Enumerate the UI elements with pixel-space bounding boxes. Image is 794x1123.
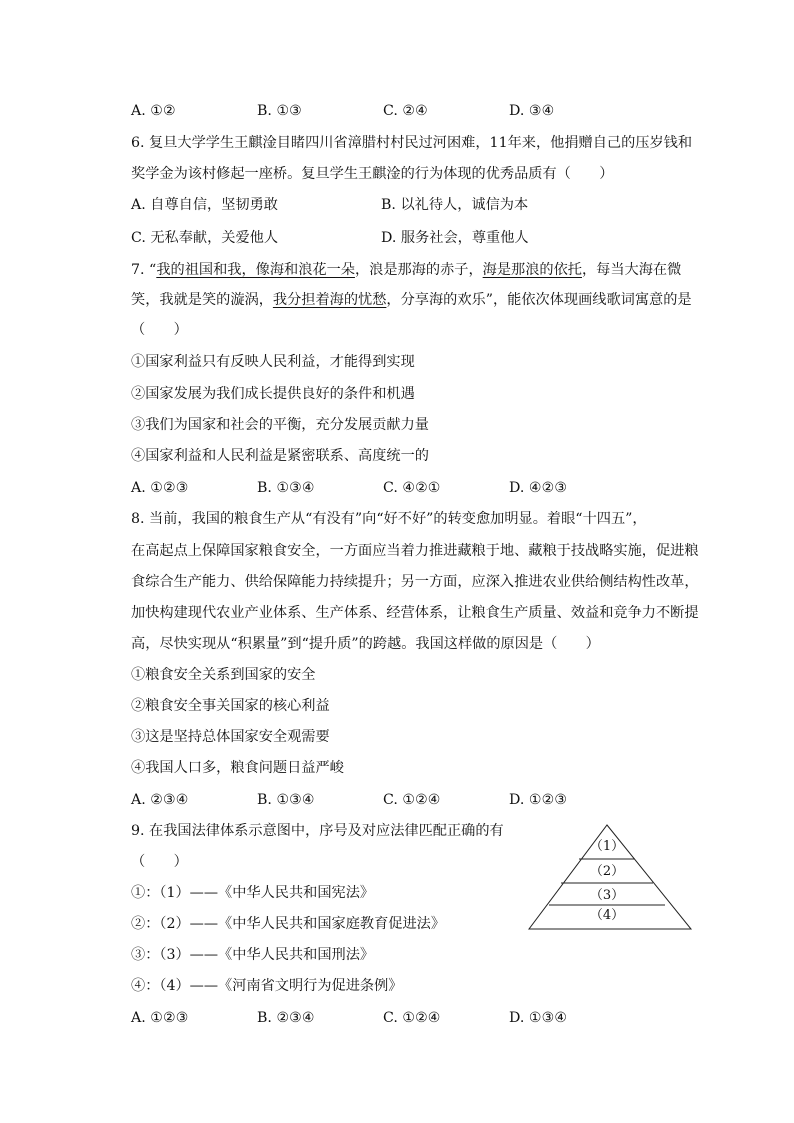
q7-underlined-lyric-1: 我的祖国和我，像海和浪花一朵 [156, 262, 355, 278]
q7-options [131, 478, 691, 498]
q7-stem-line-3: （ ） [131, 322, 188, 338]
q7-text: 笑，我就是笑的漩涡， [131, 292, 273, 308]
q7-option-b[interactable]: B. ①③④ [257, 480, 315, 496]
q8-option-a[interactable]: A. ②③④ [131, 792, 189, 808]
q9-option-b[interactable]: B. ②③④ [257, 1010, 315, 1026]
q9-option-a[interactable]: A. ①②③ [131, 1010, 189, 1026]
q6-options-row-2 [131, 228, 691, 248]
q7-underlined-lyric-2: 海是那浪的依托 [482, 262, 582, 278]
pyramid-label-3: （3） [589, 888, 625, 903]
q8-item-2: ②粮食安全事关国家的核心利益 [131, 698, 330, 714]
q9-item-1: ①：（1）——《中华人民共和国宪法》 [131, 885, 375, 901]
q8-option-b[interactable]: B. ①③④ [257, 792, 315, 808]
q8-item-4: ④我国人口多，粮食问题日益严峻 [131, 760, 344, 776]
q9-stem-line-1: 9. 在我国法律体系示意图中，序号及对应法律匹配正确的有 [131, 823, 504, 839]
q5-option-c[interactable]: C. ②④ [383, 103, 428, 119]
q6-stem-line-1: 6. 复旦大学学生王麒淦目睹四川省漳腊村村民过河困难，11年来，他捐赠自己的压岁钱和 [131, 135, 693, 151]
q5-option-a[interactable]: A. ①② [131, 103, 176, 119]
q8-stem-line-5: 高，尽快实现从“积累量”到“提升质”的跨越。我国这样做的原因是（ ） [131, 636, 600, 652]
q8-stem-line-1: 8. 当前，我国的粮食生产从“有没有”向“好不好”的转变愈加明显。着眼“十四五”， [131, 511, 647, 527]
pyramid-label-2: （2） [589, 864, 625, 879]
q7-item-1: ①国家利益只有反映人民利益，才能得到实现 [131, 354, 415, 370]
pyramid-label-1: （1） [589, 839, 625, 854]
q7-text: ，浪是那海的赤子， [354, 262, 483, 278]
q7-item-4: ④国家利益和人民利益是紧密联系、高度统一的 [131, 448, 429, 464]
q6-option-a[interactable]: A. 自尊自信，坚韧勇敢 [131, 197, 278, 213]
q7-stem-line-1 [131, 260, 681, 280]
q8-option-c[interactable]: C. ①②④ [383, 792, 441, 808]
q7-option-c[interactable]: C. ④②① [383, 480, 441, 496]
q5-option-b[interactable]: B. ①③ [257, 103, 302, 119]
q8-stem-line-2: 在高起点上保障国家粮食安全，一方面应当着力推进藏粮于地、藏粮于技战略实施，促进粮 [131, 543, 699, 559]
q5-options [131, 101, 691, 121]
q9-item-3: ③：（3）——《中华人民共和国刑法》 [131, 947, 375, 963]
q6-option-d[interactable]: D. 服务社会，尊重他人 [381, 230, 529, 246]
q9-option-c[interactable]: C. ①②④ [383, 1010, 441, 1026]
q8-option-d[interactable]: D. ①②③ [509, 792, 568, 808]
q6-options-row-1 [131, 195, 691, 215]
q6-stem-line-2: 奖学金为该村修起一座桥。复旦学生王麒淦的行为体现的优秀品质有（ ） [131, 166, 614, 182]
q7-text: ，每当大海在微 [581, 262, 682, 278]
q8-options [131, 790, 691, 810]
legal-system-pyramid-diagram [527, 822, 695, 932]
q7-stem-line-2 [131, 290, 692, 310]
q9-stem-line-2: （ ） [131, 854, 188, 870]
q8-item-3: ③这是坚持总体国家安全观需要 [131, 729, 330, 745]
q8-item-1: ①粮食安全关系到国家的安全 [131, 667, 316, 683]
q8-stem-line-3: 食综合生产能力、供给保障能力持续提升；另一方面，应深入推进农业供给侧结构性改革， [131, 574, 699, 590]
q9-option-d[interactable]: D. ①③④ [509, 1010, 568, 1026]
q7-option-a[interactable]: A. ①②③ [131, 480, 189, 496]
q7-item-2: ②国家发展为我们成长提供良好的条件和机遇 [131, 386, 415, 402]
pyramid-label-4: （4） [589, 908, 625, 923]
q7-option-d[interactable]: D. ④②③ [509, 480, 568, 496]
q7-item-3: ③我们为国家和社会的平衡，充分发展贡献力量 [131, 417, 429, 433]
q8-stem-line-4: 加快构建现代农业产业体系、生产体系、经营体系，让粮食生产质量、效益和竞争力不断提 [131, 605, 699, 621]
q9-options [131, 1008, 691, 1028]
q7-text: 7. “ [131, 262, 157, 278]
q7-text: ，分享海的欢乐”，能依次体现画线歌词寓意的是 [386, 292, 692, 308]
q9-item-2: ②：（2）——《中华人民共和国家庭教育促进法》 [131, 916, 446, 932]
q9-item-4: ④：（4）——《河南省文明行为促进条例》 [131, 978, 403, 994]
q7-underlined-lyric-3: 我分担着海的忧愁 [272, 292, 387, 308]
q6-option-c[interactable]: C. 无私奉献，关爱他人 [131, 230, 279, 246]
q6-option-b[interactable]: B. 以礼待人，诚信为本 [381, 197, 529, 213]
q5-option-d[interactable]: D. ③④ [509, 103, 555, 119]
